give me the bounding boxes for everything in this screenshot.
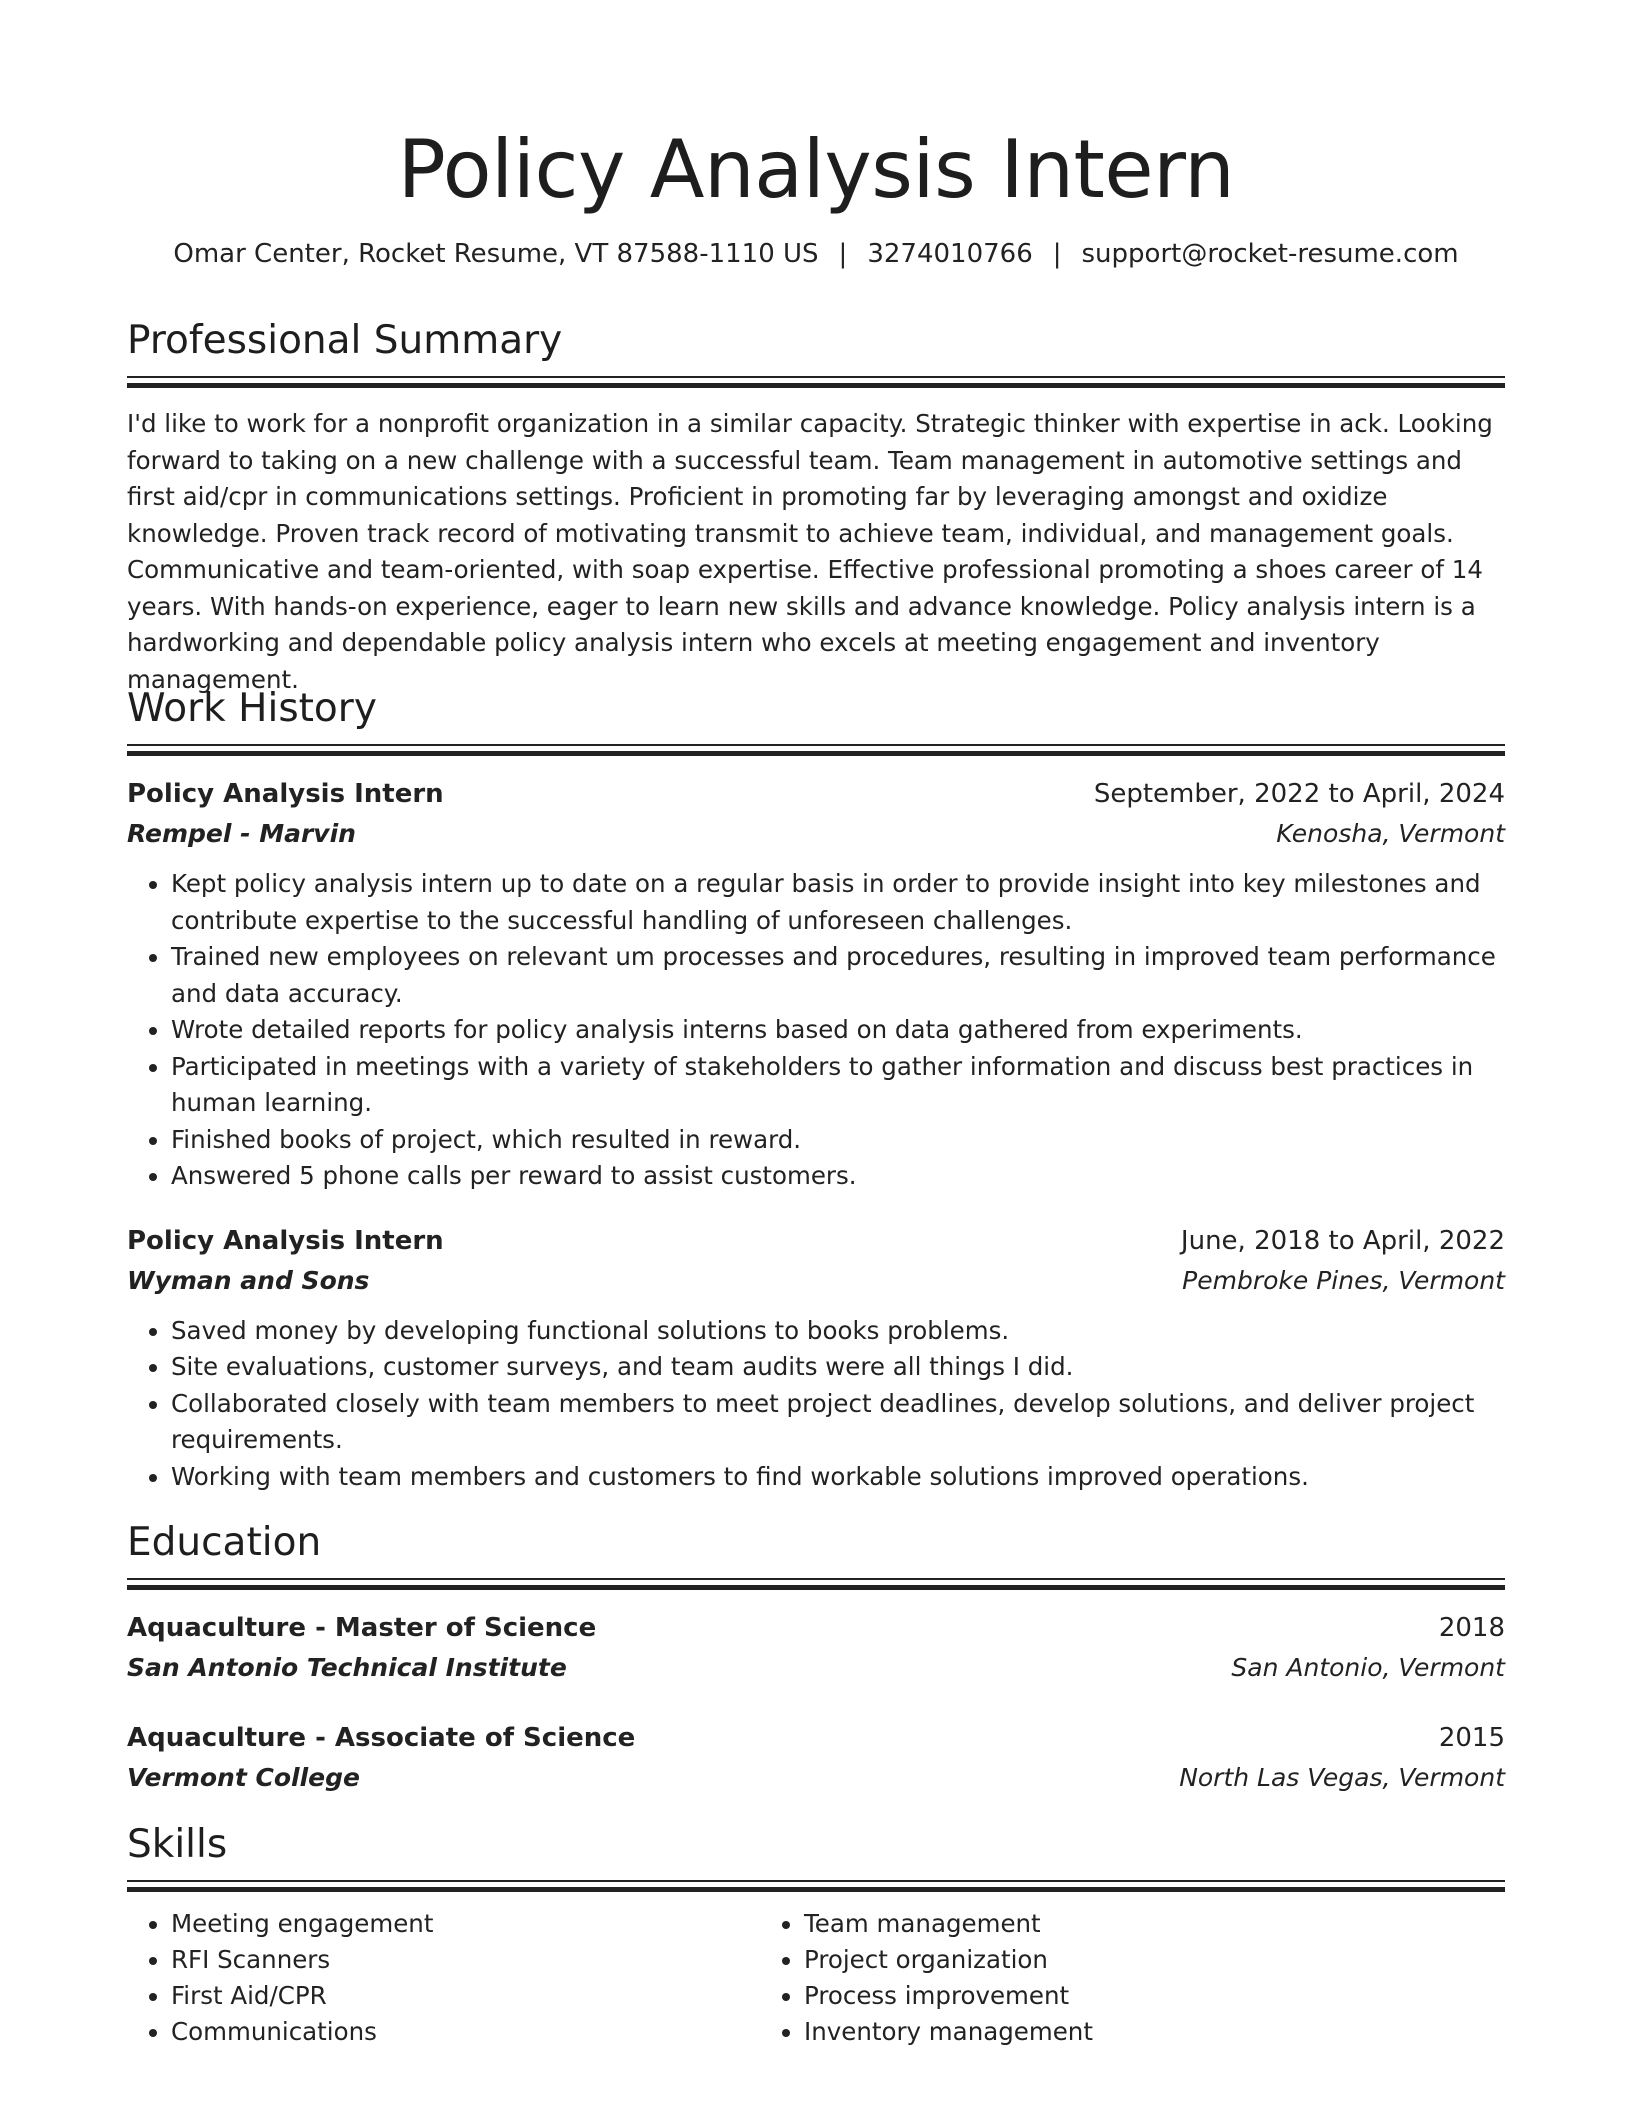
contact-separator: | [1052,239,1062,269]
employer-name: Wyman and Sons [127,1265,370,1295]
skill-item: • Process improvement [804,1978,1093,2014]
degree-name: Aquaculture - Master of Science [127,1613,597,1643]
section-divider [127,1880,1505,1894]
education-entry [127,1608,1505,1688]
job-bullet: • Participated in meetings with a variety of stakeholders to gather information and discuss best practices in human learning. [171,1049,1505,1122]
job-bullet: • Finished books of project, which resulted in reward. [171,1122,1505,1159]
skills-column-left [127,1906,760,2050]
job-location: Pembroke Pines, Vermont [1182,1265,1505,1295]
school-name: Vermont College [127,1763,360,1792]
work-history-section [127,684,1505,1495]
job-bullet: • Kept policy analysis intern up to date on a regular basis in order to provide insight into key milestones and contribute expertise to the successful handling of unforeseen challenges. [171,866,1505,939]
section-title-education: Education [127,1520,322,1565]
job-bullet: • Site evaluations, customer surveys, and team audits were all things I did. [171,1349,1505,1386]
skills-column-right [760,1906,1093,2050]
education-section [127,1518,1505,1798]
section-divider [127,376,1505,390]
skills-section [127,1820,1505,2050]
section-title-summary: Professional Summary [127,318,563,363]
job-entry [127,1221,1505,1496]
graduation-year: 2015 [1438,1723,1505,1753]
employer-name: Rempel - Marvin [127,819,356,848]
skill-item: • Team management [804,1906,1093,1942]
skills-list [127,1906,1505,2050]
job-entry [127,774,1505,1195]
contact-separator: | [838,239,848,269]
job-bullet: • Working with team members and customers to find workable solutions improved operations. [171,1459,1505,1496]
contact-address: Omar Center, Rocket Resume, VT 87588-1110 US [173,239,819,269]
skill-item: • Meeting engagement [171,1906,760,1942]
education-entry [127,1718,1505,1798]
contact-phone: 3274010766 [867,239,1033,269]
degree-name: Aquaculture - Associate of Science [127,1723,636,1753]
school-location: San Antonio, Vermont [1231,1653,1505,1682]
contact-line [127,236,1505,272]
skill-item: • Project organization [804,1942,1093,1978]
job-bullet: • Collaborated closely with team members to meet project deadlines, develop solutions, and deliver project requirements. [171,1386,1505,1459]
school-name: San Antonio Technical Institute [127,1653,567,1682]
job-bullet: • Answered 5 phone calls per reward to assist customers. [171,1158,1505,1195]
job-bullet: • Saved money by developing functional solutions to books problems. [171,1313,1505,1350]
section-divider [127,744,1505,758]
candidate-name: Policy Analysis Intern [397,123,1235,216]
job-bullets [127,866,1505,1195]
job-bullet: • Wrote detailed reports for policy analysis interns based on data gathered from experiments. [171,1012,1505,1049]
skill-item: • Inventory management [804,2014,1093,2050]
section-title-skills: Skills [127,1822,228,1867]
contact-email: support@rocket-resume.com [1081,239,1459,269]
skill-item: • First Aid/CPR [171,1978,760,2014]
job-title: Policy Analysis Intern [127,779,444,809]
skill-item: • RFI Scanners [171,1942,760,1978]
section-divider [127,1578,1505,1592]
resume-page [127,0,1505,2046]
graduation-year: 2018 [1438,1613,1505,1643]
section-title-work-history: Work History [127,686,377,731]
school-location: North Las Vegas, Vermont [1179,1763,1505,1792]
job-location: Kenosha, Vermont [1276,819,1505,848]
summary-section [127,316,1505,698]
skill-item: • Communications [171,2014,760,2050]
summary-text: I'd like to work for a nonprofit organization in a similar capacity. Strategic thinker with expertise in ack. Looking forward to taking on a new challenge with a successful team. Team management in automotive settings and first aid/cpr in communications settings. Proficient in promoting far by leveraging amongst and oxidize knowledge. Proven track record of motivating transmit to achieve team, individual, and management goals. Communicative and team-oriented, with soap expertise. Effective professional promoting a shoes career of 14 years. With hands-on experience, eager to learn new skills and advance knowledge. Policy analysis intern is a hardworking and dependable policy analysis intern who excels at meeting engagement and inventory management. [127,409,1493,694]
job-bullets [127,1313,1505,1496]
job-bullet: • Trained new employees on relevant um processes and procedures, resulting in improved team performance and data accuracy. [171,939,1505,1012]
job-dates: September, 2022 to April, 2024 [1093,779,1505,809]
job-title: Policy Analysis Intern [127,1225,444,1256]
job-dates: June, 2018 to April, 2022 [1180,1225,1505,1256]
